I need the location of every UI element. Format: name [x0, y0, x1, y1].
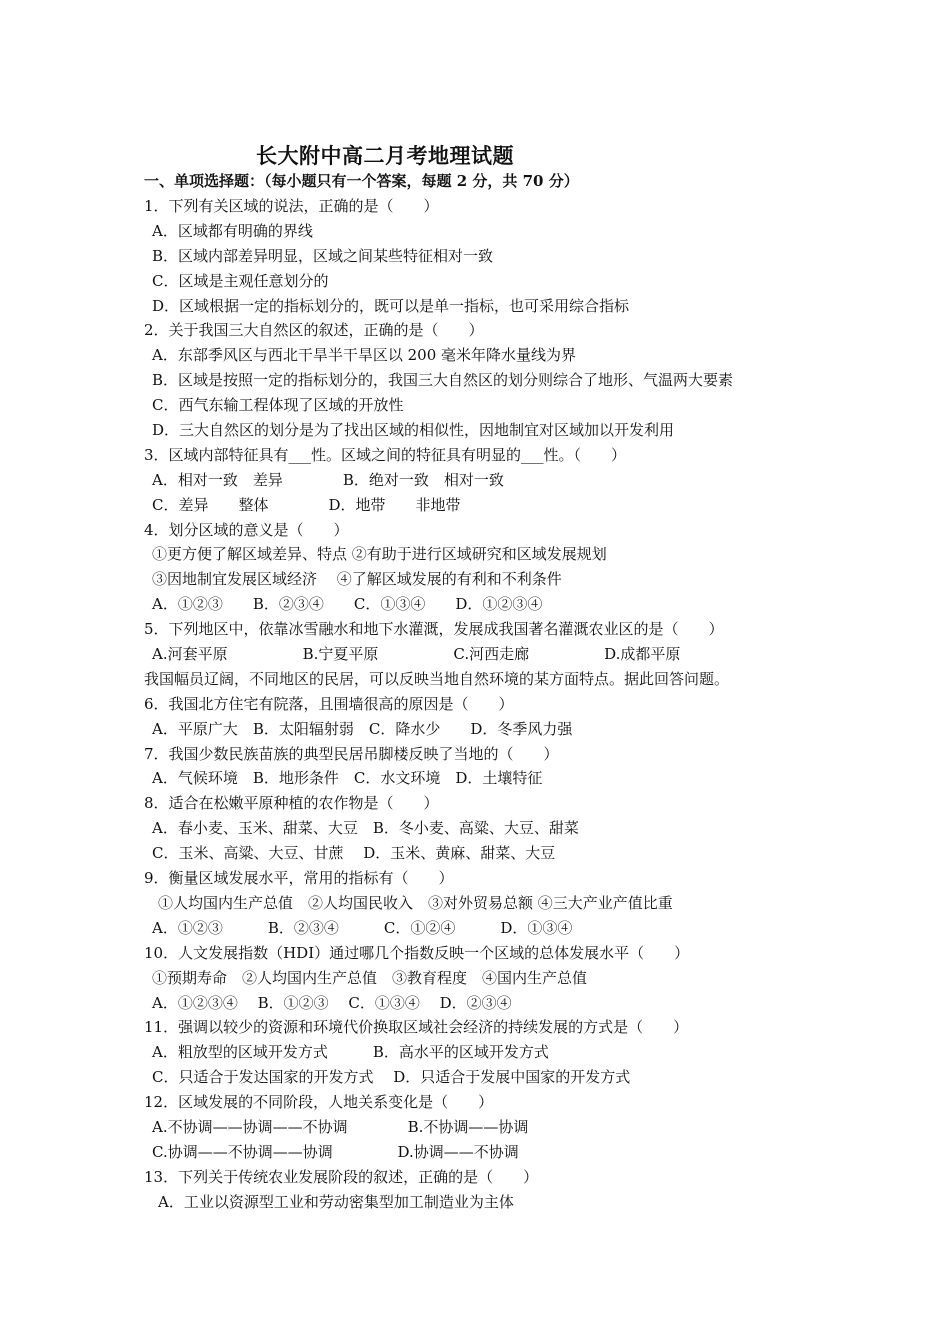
option-line: A．春小麦、玉米、甜菜、大豆 B．冬小麦、高粱、大豆、甜菜	[152, 819, 579, 838]
question-line: 我国幅员辽阔，不同地区的民居，可以反映当地自然环境的某方面特点。据此回答问题。	[144, 669, 730, 688]
question-line: 3．区域内部特征具有___性。区域之间的特征具有明显的___性。（ ）	[144, 445, 627, 464]
option-line: ①更方便了解区域差异、特点 ②有助于进行区域研究和区域发展规划	[152, 545, 607, 564]
option-line: A.不协调——协调——不协调 B.不协调——协调	[152, 1117, 529, 1136]
option-line: C．只适合于发达国家的开发方式 D．只适合于发展中国家的开发方式	[152, 1068, 631, 1087]
option-line: C．西气东输工程体现了区域的开放性	[152, 396, 404, 415]
question-line: 11．强调以较少的资源和环境代价换取区域社会经济的持续发展的方式是（ ）	[144, 1018, 689, 1037]
option-line: A.河套平原 B.宁夏平原 C.河西走廊 D.成都平原	[152, 645, 681, 664]
question-line: 10．人文发展指数（HDI）通过哪几个指数反映一个区域的总体发展水平（ ）	[144, 943, 690, 962]
option-line: C．玉米、高粱、大豆、甘蔗 D．玉米、黄麻、甜菜、大豆	[152, 844, 556, 863]
question-line: 2．关于我国三大自然区的叙述，正确的是（ ）	[144, 321, 484, 340]
option-line: A．粗放型的区域开发方式 B．高水平的区域开发方式	[152, 1043, 549, 1062]
page-title: 长大附中高二月考地理试题	[256, 143, 514, 168]
option-line: A．气候环境 B．地形条件 C．水文环境 D．土壤特征	[152, 769, 543, 788]
question-line: 7．我国少数民族苗族的典型民居吊脚楼反映了当地的（ ）	[144, 744, 559, 763]
option-line: ①人均国内生产总值 ②人均国民收入 ③对外贸易总额 ④三大产业产值比重	[158, 893, 673, 912]
question-list	[144, 194, 864, 1215]
option-line: A．工业以资源型工业和劳动密集型加工制造业为主体	[158, 1192, 514, 1211]
option-line: D．区域根据一定的指标划分的，既可以是单一指标，也可采用综合指标	[152, 296, 630, 315]
option-line: A．区域都有明确的界线	[152, 221, 313, 240]
question-line: 4．划分区域的意义是（ ）	[144, 520, 349, 539]
question-line: 6．我国北方住宅有院落，且围墙很高的原因是（ ）	[144, 694, 514, 713]
option-line: A．①②③④ B．①②③ C．①③④ D．②③④	[152, 993, 512, 1012]
question-line: 12．区域发展的不同阶段，人地关系变化是（ ）	[144, 1093, 494, 1112]
option-line: B．区域内部差异明显，区域之间某些特征相对一致	[152, 246, 494, 265]
option-line: B．区域是按照一定的指标划分的，我国三大自然区的划分则综合了地形、气温两大要素	[152, 371, 734, 390]
option-line: A．东部季风区与西北干旱半干旱区以 200 毫米年降水量线为界	[152, 346, 577, 365]
option-line: C．差异 整体 D．地带 非地带	[152, 495, 461, 514]
option-line: A．①②③ B．②③④ C．①②④ D．①③④	[152, 918, 573, 937]
question-line: 13．下列关于传统农业发展阶段的叙述，正确的是（ ）	[144, 1167, 539, 1186]
option-line: A．①②③ B．②③④ C．①③④ D．①②③④	[152, 595, 543, 614]
section-heading: 一、单项选择题：（每小题只有一个答案，每题 2 分，共 70 分）	[144, 172, 579, 190]
question-line: 5．下列地区中，依靠冰雪融水和地下水灌溉，发展成我国著名灌溉农业区的是（ ）	[144, 620, 724, 639]
question-line: 9．衡量区域发展水平，常用的指标有（ ）	[144, 869, 454, 888]
question-line: 1．下列有关区域的说法，正确的是（ ）	[144, 197, 439, 215]
option-line: C．区域是主观任意划分的	[152, 271, 329, 290]
question-line: 8．适合在松嫩平原种植的农作物是（ ）	[144, 794, 439, 813]
option-line: A．相对一致 差异 B．绝对一致 相对一致	[152, 470, 504, 489]
option-line: ③因地制宜发展区域经济 ④了解区域发展的有利和不利条件	[152, 570, 562, 589]
option-line: A．平原广大 B．太阳辐射弱 C．降水少 D．冬季风力强	[152, 719, 573, 738]
option-line: C.协调——不协调——协调 D.协调——不协调	[152, 1142, 519, 1161]
option-line: ①预期寿命 ②人均国内生产总值 ③教育程度 ④国内生产总值	[152, 968, 588, 987]
option-line: D．三大自然区的划分是为了找出区域的相似性，因地制宜对区域加以开发利用	[152, 421, 675, 440]
